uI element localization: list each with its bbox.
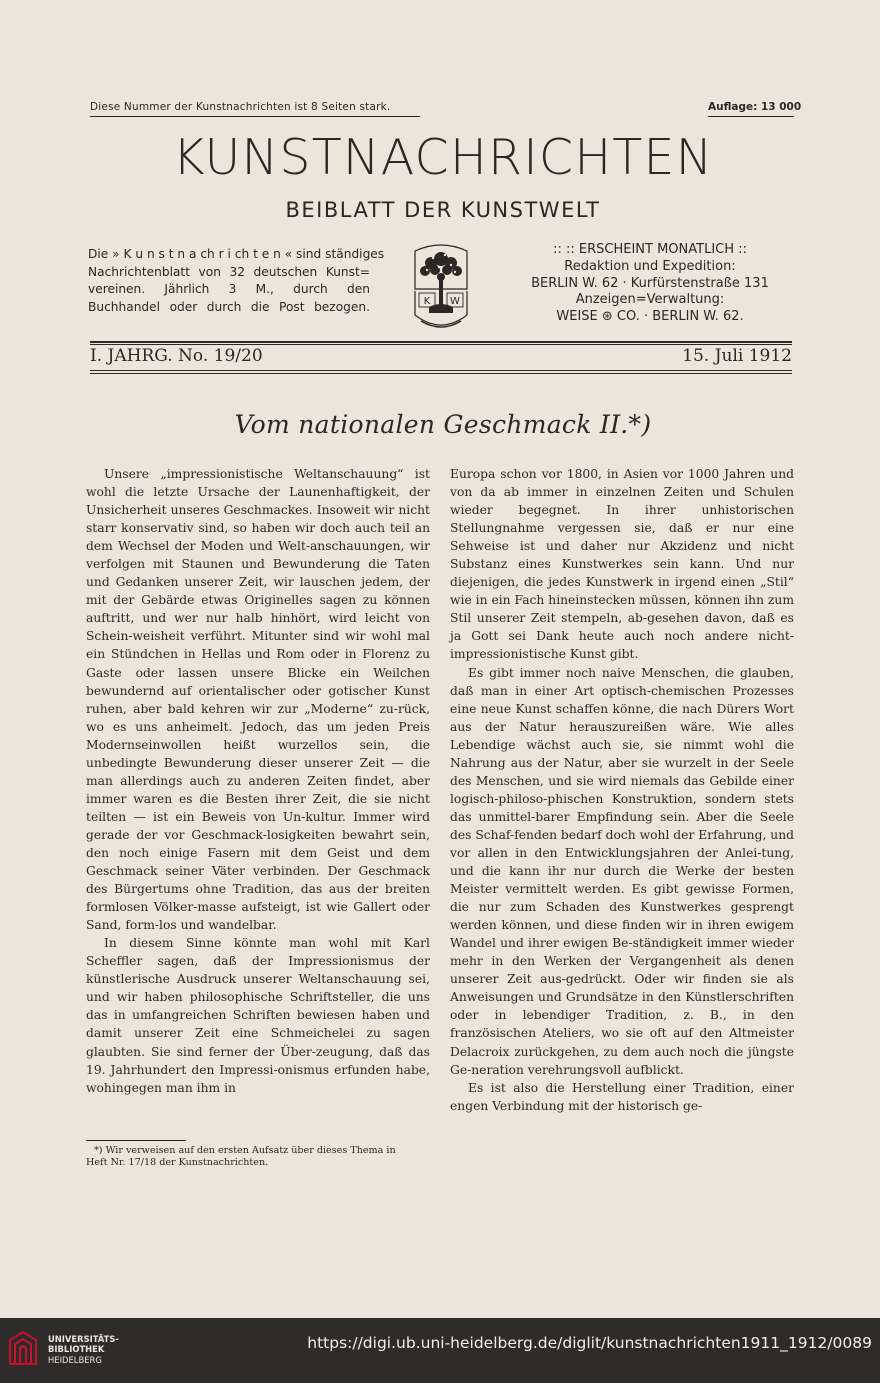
footnote <box>86 1145 430 1168</box>
article-paragraph: Es gibt immer noch naive Menschen, die glauben, daß man in einer Art optisch-chemischen Prozesses eine neue Kunst schaffen könne, die nach Dürers Wort aus der Natur herauszureißen wäre. Wie alles Lebendige wächst auch sie, sie nimmt wohl die Nahrung aus der Natur, aber sie wurzelt in der Seele des Menschen, und sie wird niemals das Gebilde einer logisch-philoso-phischen Konstruktion, sondern stets das unmittel-barer Empfindung sein. Aber die Seele des Schaf-fenden bedarf doch wohl der Erfahrung, und vor allen in den Entwicklungsjahren der Anlei-tung, und die kann ihr nur durch die Werke der besten Meister vermittelt werden. Es gibt gewisse Formen, die nur zum Schaden des Kunstwerkes gesprengt werden können, und diese finden wir in ihren ewigem Wandel und ihrer ewigen Be-ständigkeit immer wieder mehr in den Werken der Vergangenheit als denen unserer Zeit aus-gedrückt. Oder wir finden sie als Anweisungen und Grundsätze in den Künstlerschriften oder in lebendiger Tradition, z. B., in den französischen Ateliers, wo sie oft auf den Altmeister Delacroix zurückgehen, zu dem auch noch die jüngste Ge-neration verehrungsvoll aufblickt. <box>450 665 795 1077</box>
issue-rule-bottom <box>90 370 792 371</box>
publisher-line: Anzeigen=Verwaltung: <box>575 292 725 308</box>
article-paragraph: In diesem Sinne könnte man wohl mit Karl Scheffler sagen, daß der Impressionismus der künstlerische Ausdruck unserer Weltanschauung sei, und wir haben philosophische Schriftsteller, die uns das in umfangreichen Schriften bewiesen haben und damit unserer Zeit eine Schmeichelei zu sagen glaubten. Sie sind ferner der Über-zeugung, daß das 19. Jahrhundert den Impressi-onismus erfunden habe, wohingegen man ihm in <box>86 936 430 1095</box>
library-logo-icon[interactable] <box>8 1330 38 1366</box>
subscription-line: vereinen. Jährlich 3 M., durch den <box>88 282 370 297</box>
issue-rule-top-thin <box>90 344 792 345</box>
viewer-footer-bar <box>0 1318 880 1383</box>
issue-rule-top <box>90 341 792 343</box>
issue-date: 15. Juli 1912 <box>682 346 792 366</box>
article-paragraph: Es ist also die Herstellung einer Tradition, einer engen Verbindung mit der historisch ge- <box>450 1080 794 1113</box>
circulation-underline <box>708 116 794 117</box>
article-paragraph: Unsere „impressionistische Weltanschauung“ ist wohl die letzte Ursache der Launenhaftigkeit, der Unsicherheit unseres Geschmackes. Insoweit wir nicht starr konservativ sind, so haben wir doch auch teil an dem Wechsel der Moden und Welt-anschauungen, wir verfolgen mit Staunen und Bewunderung die Taten und Gedanken unserer Zeit, wir lauschen jedem, der mit der Gebärde etwas Originelles sagen zu können auftritt, und wer nur halb hinhört, wird leicht von Schein-weisheit verführt. Mitunter sind wir wohl mal ein Stündchen in Hellas und Rom oder in Florenz zu Gaste oder lassen unsere Blicke ein Weilchen bewundernd auf orientalischer oder gotischer Kunst ruhen, aber bald kehren wir zur „Moderne“ zu-rück, wo es uns anheimelt. Jedoch, das um jeden Preis Modernseinwollen heißt wurzellos sein, die unbedingte Bewunderung dieser unserer Zeit — die man allerdings auch zu anderen Zeiten findet, aber immer waren es die Besten ihrer Zeit, die sie nicht teilten — ist ein Beweis von Un-kultur. Immer wird gerade der vor Geschmack-losigkeiten bewahrt sein, den noch einige Fasern mit dem Geist und dem Geschmack seiner Väter verbinden. Der Geschmack des Bürgertums ohne Tradition, das aus der breiten formlosen Völker-masse aufsteigt, ist wie Gallert oder Sand, form-los und wandelbar. <box>86 467 430 933</box>
tree-emblem-icon <box>411 243 471 331</box>
article-column-left <box>86 465 430 1097</box>
subscription-line: Nachrichtenblatt von 32 deutschen Kunst= <box>88 264 370 279</box>
publisher-line: WEISE ⊛ CO. · BERLIN W. 62. <box>556 309 744 325</box>
subscription-line: Buchhandel oder durch die Post bezogen. <box>88 299 370 314</box>
issue-volume-number: I. JAHRG. No. 19/20 <box>90 346 263 366</box>
publisher-line: :: :: ERSCHEINT MONATLICH :: <box>553 242 747 257</box>
masthead-subtitle: BEIBLATT DER KUNSTWELT <box>285 198 601 222</box>
masthead-title: KUNSTNACHRICHTEN <box>172 129 714 186</box>
footnote-rule <box>86 1140 186 1141</box>
issue-rule-bottom-thin <box>90 373 792 374</box>
publisher-line: BERLIN W. 62 · Kurfürstenstraße 131 <box>531 275 769 291</box>
page-count-note: Diese Nummer der Kunstnachrichten ist 8 Seiten stark. <box>90 101 391 113</box>
library-name[interactable]: UNIVERSITÄTS- BIBLIOTHEK HEIDELBERG <box>48 1334 119 1365</box>
subscription-info <box>88 246 385 316</box>
subscription-line: Die » K u n s t n a ch r i ch t e n « sind ständiges <box>88 247 385 261</box>
article-column-right <box>450 465 794 1115</box>
article-title: Vom nationalen Geschmack II.*) <box>234 410 652 439</box>
publisher-line: Redaktion und Expedition: <box>564 258 736 274</box>
footnote-line: *) Wir verweisen auf den ersten Aufsatz über dieses Thema in <box>94 1145 396 1156</box>
permalink-url[interactable]: https://digi.ub.uni-heidelberg.de/diglit/kunstnachrichten1911_1912/0089 <box>307 1334 872 1352</box>
logo-letter-w: W <box>450 296 460 307</box>
article-paragraph: Europa schon vor 1800, in Asien vor 1000 Jahren und von da ab immer in einzelnen Zeiten und Schulen wieder begegnet. In ihrer unhistorischen Stellungnahme vergessen sie, daß er nur eine Sehweise ist und daher nur Akzidenz und nicht Substanz eines Kunstwerkes sein kann. Und nur diejenigen, die jedes Kunstwerk in irgend einen „Stil“ wie in ein Fach hineinstecken müssen, können ihn zum Stil unserer Zeit stempeln, ab-gesehen davon, daß es ja Gott sei Dank heute auch noch andere nicht-impressionistische Kunst gibt. <box>450 467 794 662</box>
circulation-note: Auflage: 13 000 <box>708 101 802 113</box>
footnote-line: Heft Nr. 17/18 der Kunstnachrichten. <box>86 1156 269 1168</box>
page-count-underline <box>90 116 420 117</box>
publisher-info <box>505 242 795 326</box>
logo-letter-k: K <box>423 296 431 307</box>
